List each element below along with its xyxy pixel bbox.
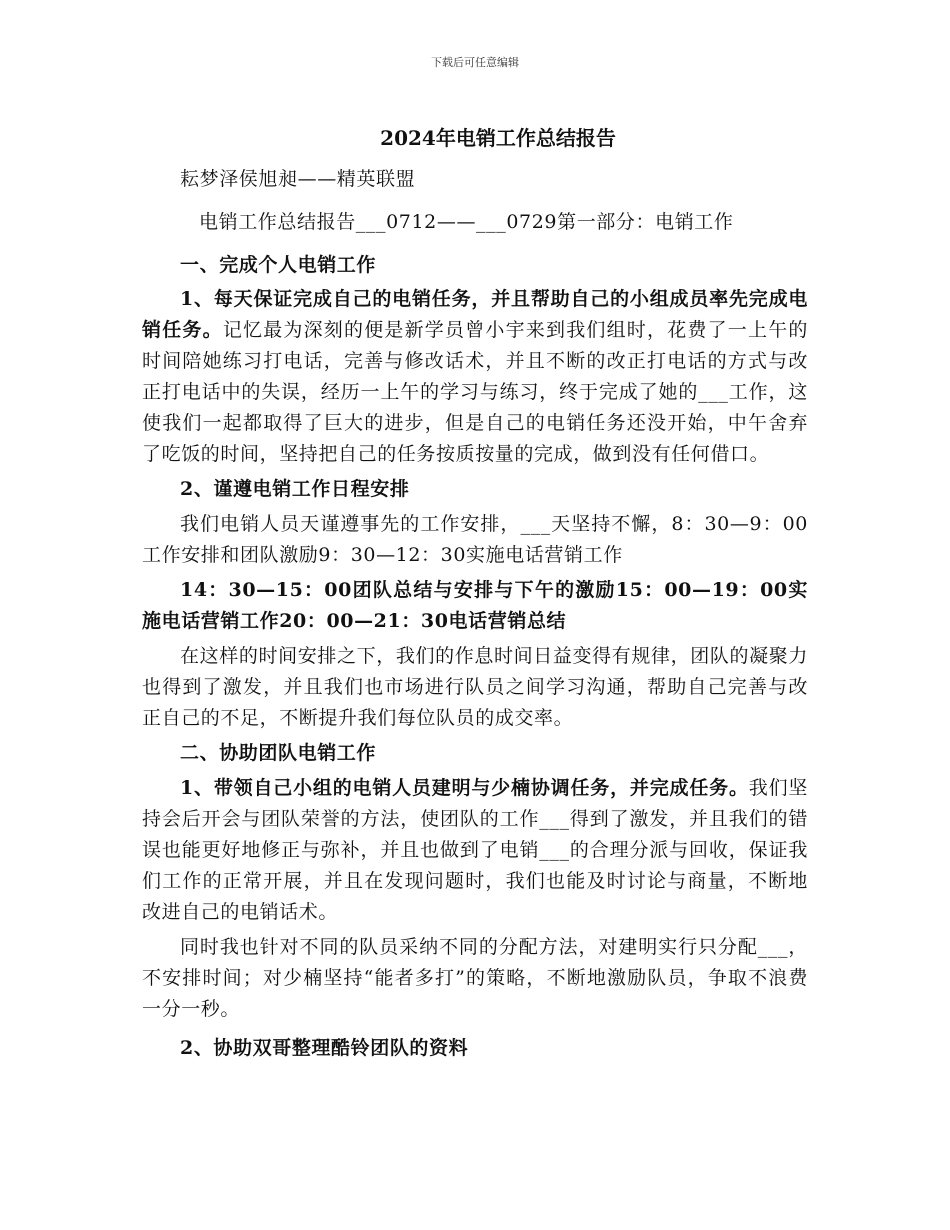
item3-bold: 1、带领自己小组的电销人员建明与少楠协调任务，并完成任务。 [180, 777, 749, 799]
item3-extra: 同时我也针对不同的队员采纳不同的分配方法，对建明实行只分配___，不安排时间；对少楠坚持“能者多打”的策略，不断地激励队员，争取不浪费一分一秒。 [142, 936, 808, 1020]
item1-text: 记忆最为深刻的便是新学员曾小宇来到我们组时，花费了一上午的时间陪她练习打电话，完善与修改话术，并且不断的改正打电话的方式与改正打电话中的失误，经历一上午的学习与练习，终于完成了她的___工作，这使我们一起都取得了巨大的进步，但是自己的电销任务还没开始，中午舍弃了吃饭的时间，坚持把自己的任务按质按量的完成，做到没有任何借口。 [142, 319, 809, 465]
item4-heading: 2、协助双哥整理酷铃团队的资料 [180, 1037, 469, 1059]
author-line: 耘梦泽侯旭昶——精英联盟 [180, 168, 416, 190]
item3-text: 我们坚持会后开会与团队荣誉的方法，使团队的工作___得到了激发，并且我们的错误也能更好地修正与弥补，并且也做到了电销___的合理分派与回收，保证我们工作的正常开展，并且在发现问题时，我们也能及时讨论与商量，不断地改进自己的电销话术。 [142, 777, 808, 923]
item3-paragraph [142, 773, 808, 928]
section1-heading: 一、完成个人电销工作 [180, 254, 377, 276]
document-title: 2024年电销工作总结报告 [380, 126, 616, 150]
item2-summary: 在这样的时间安排之下，我们的作息时间日益变得有规律，团队的凝聚力也得到了激发，并且我们也市场进行队员之间学习沟通，帮助自己完善与改正自己的不足，不断提升我们每位队员的成交率。 [142, 645, 808, 729]
item2-text: 我们电销人员天谨遵事先的工作安排，___天坚持不懈，8：30—9：00工作安排和团队激励9：30—12：30实施电话营销工作 [142, 513, 808, 566]
subtitle-text: 电销工作总结报告___0712——___0729第一部分：电销工作 [199, 211, 734, 233]
section2-heading: 二、协助团队电销工作 [180, 742, 377, 764]
item2-bold: 14：30—15：00团队总结与安排与下午的激励15：00—19：00实施电话营销工作20：00—21：30电话营销总结 [142, 579, 808, 632]
document-body [142, 164, 808, 1064]
subtitle-line [142, 207, 808, 238]
header-note: 下载后可任意编辑 [431, 56, 519, 69]
item1-paragraph [142, 284, 808, 470]
item2-heading: 2、谨遵电销工作日程安排 [180, 478, 410, 500]
item1-bold: 1、每天保证完成自己的电销任务，并且帮助自己的小组成员率先完成电销任务。 [142, 288, 808, 341]
